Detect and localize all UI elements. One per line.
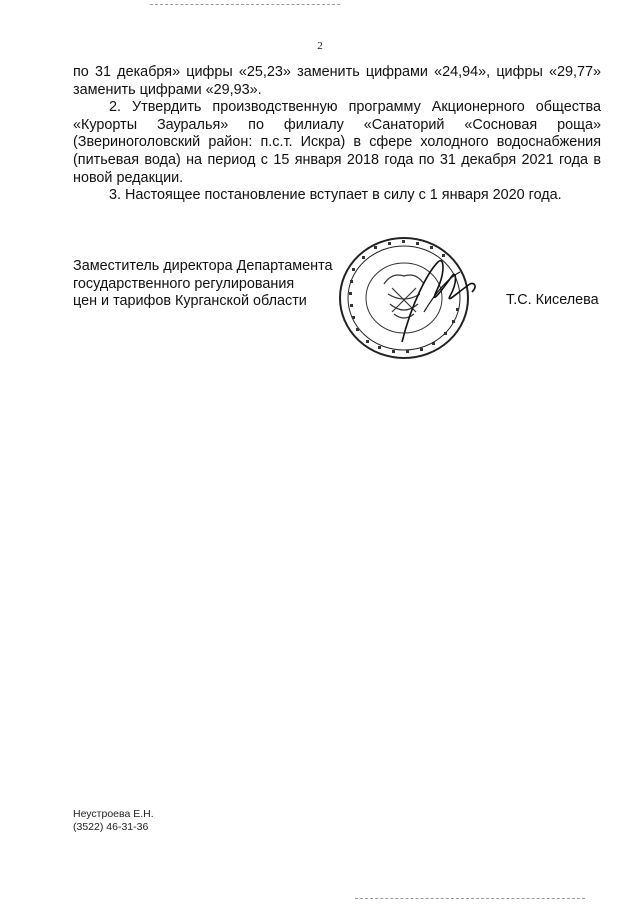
paragraph-2: 2. Утвердить производственную программу Акционерного общества «Курорты Зауралья» по филиалу «Санаторий «Сосновая роща» (Звериноголовский район: п.с.т. Искра) в сфере холодного водоснабжения (питьевая вода) на период с 15 января 2018 года по 31 декабря 2021 года в новой редакции. <box>73 99 601 186</box>
position-line-3: цен и тарифов Курганской области <box>73 293 307 310</box>
executor-phone: (3522) 46-31-36 <box>73 821 149 833</box>
signatory-name: Т.С. Киселева <box>506 292 599 308</box>
position-line-1: Заместитель директора Департамента <box>73 258 333 274</box>
scan-edge-top <box>150 4 340 5</box>
document-body <box>73 64 601 205</box>
paragraph-3: 3. Настоящее постановление вступает в силу с 1 января 2020 года. <box>109 187 562 204</box>
signatory-position <box>73 258 353 311</box>
executor-name: Неустроева Е.Н. <box>73 808 154 820</box>
handwritten-signature <box>402 261 475 342</box>
executor-info <box>73 808 154 834</box>
paragraph-1: по 31 декабря» цифры «25,23» заменить цифрами «24,94», цифры «29,77» заменить цифрами «29,93». <box>73 64 601 98</box>
position-line-2: государственного регулирования <box>73 275 295 292</box>
official-seal <box>332 232 482 368</box>
page-number: 2 <box>317 40 323 52</box>
scan-edge-bottom <box>355 898 585 899</box>
